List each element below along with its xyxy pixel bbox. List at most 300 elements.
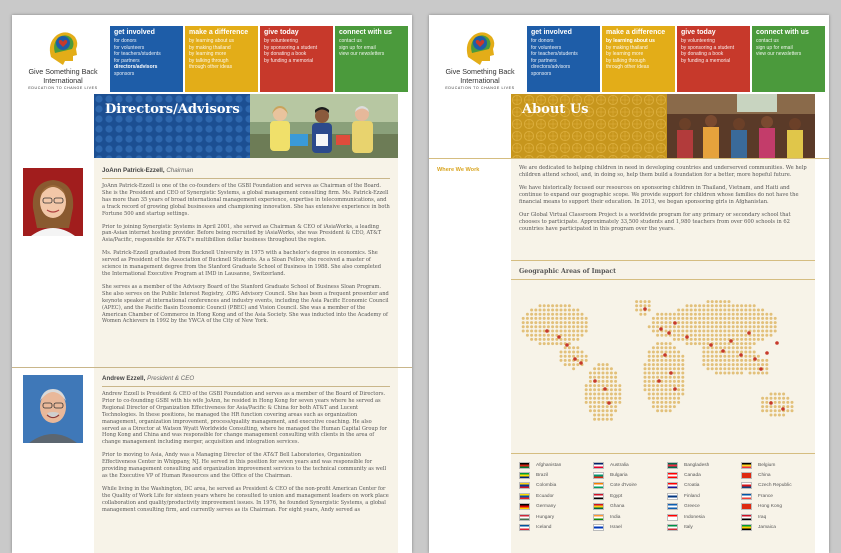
map-dot bbox=[660, 313, 663, 316]
nav-item[interactable]: view our newsletters bbox=[339, 51, 385, 58]
map-dot bbox=[765, 359, 768, 362]
map-dot bbox=[719, 367, 722, 370]
map-dot bbox=[665, 321, 668, 324]
map-dot bbox=[761, 325, 764, 328]
map-dot bbox=[543, 321, 546, 324]
map-dot bbox=[602, 409, 605, 412]
map-dot bbox=[711, 330, 714, 333]
person-name bbox=[102, 370, 390, 387]
logo-head-icon bbox=[43, 27, 83, 67]
map-dot bbox=[774, 325, 777, 328]
map-dot bbox=[585, 384, 588, 387]
map-dot bbox=[736, 367, 739, 370]
nav-item[interactable]: sponsors bbox=[114, 70, 135, 77]
map-dot bbox=[715, 338, 718, 341]
directors-advisors-page bbox=[12, 15, 412, 553]
country-item bbox=[519, 491, 591, 501]
nav-item[interactable]: sign up for email bbox=[339, 44, 376, 51]
flag-icon bbox=[593, 493, 604, 500]
nav-get-involved[interactable] bbox=[527, 26, 600, 92]
map-dot bbox=[782, 401, 785, 404]
map-dot bbox=[698, 342, 701, 345]
nav-title[interactable]: make a difference bbox=[606, 29, 666, 36]
map-dot bbox=[656, 376, 659, 379]
map-dot bbox=[732, 321, 735, 324]
map-dot bbox=[576, 321, 579, 324]
nav-item[interactable]: for partners bbox=[114, 57, 140, 64]
country-name: Hong Kong bbox=[758, 504, 783, 510]
map-dot bbox=[681, 355, 684, 358]
map-dot bbox=[560, 304, 563, 307]
map-dot bbox=[593, 388, 596, 391]
map-dot bbox=[606, 393, 609, 396]
map-dot bbox=[606, 380, 609, 383]
map-dot bbox=[765, 372, 768, 375]
map-dot bbox=[719, 330, 722, 333]
map-dot bbox=[530, 338, 533, 341]
nav-item[interactable]: by sponsoring a student bbox=[681, 44, 735, 51]
map-dot bbox=[728, 304, 731, 307]
nav-item[interactable]: by learning more bbox=[606, 51, 644, 58]
map-dot bbox=[736, 342, 739, 345]
country-item bbox=[741, 502, 813, 512]
map-dot bbox=[707, 342, 710, 345]
flag-icon bbox=[519, 482, 530, 489]
map-dot bbox=[656, 397, 659, 400]
about-us-banner bbox=[511, 94, 815, 158]
map-dot bbox=[761, 334, 764, 337]
map-dot bbox=[749, 372, 752, 375]
map-dot bbox=[555, 317, 558, 320]
map-dot bbox=[707, 346, 710, 349]
map-dot bbox=[681, 367, 684, 370]
map-dot bbox=[677, 363, 680, 366]
map-dot bbox=[757, 363, 760, 366]
nav-item[interactable]: by donating a book bbox=[681, 51, 724, 58]
map-dot bbox=[711, 304, 714, 307]
map-dot bbox=[530, 317, 533, 320]
map-dot bbox=[543, 325, 546, 328]
nav-item[interactable]: by volunteering bbox=[264, 38, 298, 44]
nav-item[interactable]: for partners bbox=[531, 57, 557, 64]
map-dot bbox=[728, 309, 731, 312]
map-dot bbox=[572, 367, 575, 370]
map-dot bbox=[740, 313, 743, 316]
map-dot bbox=[715, 342, 718, 345]
map-dot bbox=[602, 414, 605, 417]
map-dot bbox=[660, 409, 663, 412]
map-dot bbox=[715, 351, 718, 354]
map-dot bbox=[660, 317, 663, 320]
map-dot bbox=[644, 300, 647, 303]
impact-marker bbox=[643, 307, 647, 311]
map-dot bbox=[585, 325, 588, 328]
map-dot bbox=[652, 380, 655, 383]
nav-make-a-difference[interactable] bbox=[185, 26, 258, 92]
country-item bbox=[667, 522, 739, 532]
map-dot bbox=[744, 367, 747, 370]
map-dot bbox=[749, 313, 752, 316]
map-dot bbox=[677, 372, 680, 375]
map-dot bbox=[534, 334, 537, 337]
map-dot bbox=[673, 355, 676, 358]
flag-icon bbox=[667, 503, 678, 510]
nav-item[interactable]: for teachers/students bbox=[114, 51, 161, 58]
country-name: Croatia bbox=[684, 483, 700, 489]
country-name: China bbox=[758, 473, 771, 479]
map-dot bbox=[585, 321, 588, 324]
map-dot bbox=[728, 367, 731, 370]
map-dot bbox=[564, 355, 567, 358]
map-dot bbox=[665, 363, 668, 366]
map-dot bbox=[551, 304, 554, 307]
nav-item[interactable]: for donors bbox=[531, 38, 554, 44]
map-dot bbox=[715, 330, 718, 333]
map-dot bbox=[568, 346, 571, 349]
map-dot bbox=[715, 300, 718, 303]
map-dot bbox=[644, 380, 647, 383]
map-dot bbox=[602, 418, 605, 421]
map-dot bbox=[749, 321, 752, 324]
map-dot bbox=[728, 359, 731, 362]
map-dot bbox=[698, 338, 701, 341]
map-dot bbox=[660, 367, 663, 370]
map-dot bbox=[765, 325, 768, 328]
map-dot bbox=[677, 401, 680, 404]
map-dot bbox=[522, 321, 525, 324]
map-dot bbox=[770, 317, 773, 320]
map-dot bbox=[711, 317, 714, 320]
map-dot bbox=[648, 359, 651, 362]
flag-icon bbox=[741, 514, 752, 521]
map-dot bbox=[673, 372, 676, 375]
country-item bbox=[593, 502, 665, 512]
map-dot bbox=[753, 367, 756, 370]
nav-give-today[interactable] bbox=[677, 26, 750, 92]
map-dot bbox=[669, 317, 672, 320]
map-dot bbox=[732, 346, 735, 349]
map-dot bbox=[694, 304, 697, 307]
map-dot bbox=[526, 321, 529, 324]
map-dot bbox=[572, 317, 575, 320]
students-photo bbox=[667, 94, 815, 158]
country-name: Belgium bbox=[758, 462, 776, 468]
map-dot bbox=[707, 317, 710, 320]
map-dot bbox=[547, 321, 550, 324]
map-dot bbox=[677, 338, 680, 341]
map-dot bbox=[673, 334, 676, 337]
map-dot bbox=[774, 405, 777, 408]
map-dot bbox=[644, 367, 647, 370]
map-dot bbox=[660, 363, 663, 366]
nav-title[interactable]: give today bbox=[681, 29, 716, 36]
map-dot bbox=[572, 330, 575, 333]
map-dot bbox=[736, 351, 739, 354]
map-dot bbox=[606, 376, 609, 379]
map-dot bbox=[765, 405, 768, 408]
nav-item-active[interactable]: directors/advisors bbox=[114, 64, 158, 71]
map-dot bbox=[610, 384, 613, 387]
directors-group-photo bbox=[250, 94, 398, 158]
map-dot bbox=[711, 325, 714, 328]
country-name: Bulgaria bbox=[610, 473, 628, 479]
map-dot bbox=[555, 321, 558, 324]
map-dot bbox=[740, 325, 743, 328]
map-dot bbox=[681, 384, 684, 387]
nav-title[interactable]: connect with us bbox=[756, 29, 809, 36]
nav-item[interactable]: sponsors bbox=[531, 70, 552, 77]
map-dot bbox=[702, 342, 705, 345]
map-dot bbox=[665, 342, 668, 345]
map-dot bbox=[530, 330, 533, 333]
map-dot bbox=[711, 355, 714, 358]
country-item bbox=[519, 481, 591, 491]
map-dot bbox=[736, 317, 739, 320]
flag-icon bbox=[519, 514, 530, 521]
map-dot bbox=[690, 304, 693, 307]
map-dot bbox=[606, 372, 609, 375]
map-dot bbox=[656, 334, 659, 337]
map-dot bbox=[728, 363, 731, 366]
map-dot bbox=[665, 372, 668, 375]
bio-paragraph: Ms. Patrick-Ezzell graduated from Bucknell University in 1975 with a bachelor's degree in economics. She served as President of the Association of Bucknell Students. As a Sloan Fellow, she received a master of science in management degree from the Stanford Graduate School of Business in 1988. She also completed the International Executive Program at IMD in Lausanne, Switzerland. bbox=[102, 250, 382, 277]
map-dot bbox=[719, 363, 722, 366]
map-dot bbox=[639, 304, 642, 307]
map-dot bbox=[765, 330, 768, 333]
map-dot bbox=[728, 330, 731, 333]
nav-item[interactable]: contact us bbox=[339, 38, 362, 44]
map-dot bbox=[572, 313, 575, 316]
map-dot bbox=[761, 405, 764, 408]
map-dot bbox=[572, 351, 575, 354]
map-dot bbox=[753, 321, 756, 324]
bio-paragraph: Prior to joining Synergistic Systems in April 2001, she served as Chairman & CEO of iAsiaWorks, a leading pan-Asian internet hosting provider. Before being recruited by iAsiaWorks, she was President & CEO, AT&T Asia/Pacific, responsible for AT&T's multibillion dollar business throughout the region. bbox=[102, 223, 382, 244]
map-dot bbox=[568, 359, 571, 362]
gsbi-logo[interactable] bbox=[20, 27, 106, 97]
map-dot bbox=[723, 330, 726, 333]
map-dot bbox=[770, 409, 773, 412]
flag-icon bbox=[667, 462, 678, 469]
impact-marker bbox=[739, 353, 743, 357]
person-name bbox=[102, 162, 390, 179]
map-dot bbox=[576, 363, 579, 366]
map-dot bbox=[576, 309, 579, 312]
map-dot bbox=[568, 334, 571, 337]
nav-item[interactable]: by funding a memorial bbox=[264, 57, 314, 64]
flag-icon bbox=[667, 482, 678, 489]
map-dot bbox=[656, 346, 659, 349]
nav-item[interactable]: view our newsletters bbox=[756, 51, 802, 58]
nav-title[interactable]: get involved bbox=[531, 29, 572, 36]
map-dot bbox=[572, 325, 575, 328]
country-column bbox=[667, 460, 739, 533]
map-dot bbox=[669, 409, 672, 412]
map-dot bbox=[761, 401, 764, 404]
map-dot bbox=[786, 405, 789, 408]
flag-icon bbox=[667, 493, 678, 500]
map-dot bbox=[715, 372, 718, 375]
map-dot bbox=[534, 309, 537, 312]
nav-connect-with-us[interactable] bbox=[335, 26, 408, 92]
person-role: Chairman bbox=[166, 167, 194, 174]
country-name: Iceland bbox=[536, 525, 552, 531]
map-dot bbox=[648, 351, 651, 354]
map-dot bbox=[673, 346, 676, 349]
map-dot bbox=[593, 405, 596, 408]
map-dot bbox=[593, 414, 596, 417]
country-item bbox=[741, 512, 813, 522]
map-dot bbox=[656, 388, 659, 391]
map-dot bbox=[610, 405, 613, 408]
nav-connect-with-us[interactable] bbox=[752, 26, 825, 92]
map-dot bbox=[732, 317, 735, 320]
map-dot bbox=[539, 304, 542, 307]
nav-title[interactable]: connect with us bbox=[339, 29, 392, 36]
nav-title[interactable]: make a difference bbox=[189, 29, 249, 36]
nav-item[interactable]: for teachers/students bbox=[531, 51, 578, 58]
map-dot bbox=[618, 401, 621, 404]
map-dot bbox=[614, 393, 617, 396]
map-dot bbox=[719, 334, 722, 337]
map-dot bbox=[681, 330, 684, 333]
country-item bbox=[593, 481, 665, 491]
map-dot bbox=[606, 418, 609, 421]
nav-item[interactable]: sign up for email bbox=[756, 44, 793, 51]
map-dot bbox=[765, 409, 768, 412]
map-dot bbox=[740, 321, 743, 324]
flag-icon bbox=[667, 514, 678, 521]
nav-item[interactable]: by volunteering bbox=[681, 38, 715, 44]
map-dot bbox=[782, 397, 785, 400]
map-dot bbox=[581, 313, 584, 316]
map-dot bbox=[606, 409, 609, 412]
map-dot bbox=[555, 330, 558, 333]
nav-item[interactable]: by funding a memorial bbox=[681, 57, 731, 64]
map-dot bbox=[572, 321, 575, 324]
country-name: France bbox=[758, 493, 773, 499]
map-dot bbox=[690, 309, 693, 312]
impact-marker bbox=[573, 357, 577, 361]
map-dot bbox=[765, 317, 768, 320]
impact-marker bbox=[557, 335, 561, 339]
nav-item[interactable]: by learning about us bbox=[189, 38, 235, 44]
nav-item[interactable]: by sponsoring a student bbox=[264, 44, 318, 51]
map-dot bbox=[530, 321, 533, 324]
map-dot bbox=[770, 325, 773, 328]
map-dot bbox=[669, 367, 672, 370]
map-dot bbox=[778, 409, 781, 412]
nav-item[interactable]: through other ideas bbox=[189, 64, 233, 71]
map-dot bbox=[719, 355, 722, 358]
country-name: Finland bbox=[684, 493, 700, 499]
map-dot bbox=[728, 313, 731, 316]
map-dot bbox=[728, 321, 731, 324]
impact-marker bbox=[657, 379, 661, 383]
nav-item[interactable]: by making thailand bbox=[189, 44, 231, 51]
map-dot bbox=[736, 321, 739, 324]
map-dot bbox=[723, 317, 726, 320]
map-dot bbox=[597, 380, 600, 383]
nav-item[interactable]: by talking through bbox=[606, 57, 646, 64]
nav-item[interactable]: for volunteers bbox=[531, 44, 562, 51]
country-item bbox=[519, 512, 591, 522]
nav-make-a-difference[interactable] bbox=[602, 26, 675, 92]
map-dot bbox=[564, 313, 567, 316]
map-dot bbox=[686, 342, 689, 345]
gsbi-logo[interactable] bbox=[437, 27, 523, 97]
map-dot bbox=[681, 317, 684, 320]
map-dot bbox=[564, 338, 567, 341]
bio-paragraph: Prior to moving to Asia, Andy was a Managing Director of the AT&T Bell Laboratories, Organization Effectiveness Center in Whippany, NJ. He served in this position for seven years and was responsible for providing management consulting and organization improvement services to the technical community as well as the Executive VP of Human Resources and the Office of the Chairman. bbox=[102, 452, 387, 479]
nav-title[interactable]: give today bbox=[264, 29, 299, 36]
nav-item[interactable]: for donors bbox=[114, 38, 137, 44]
map-dot bbox=[744, 317, 747, 320]
map-dot bbox=[702, 338, 705, 341]
nav-item[interactable]: directors/advisors bbox=[531, 64, 571, 71]
map-dot bbox=[673, 401, 676, 404]
map-dot bbox=[660, 388, 663, 391]
map-dot bbox=[526, 317, 529, 320]
map-dot bbox=[555, 342, 558, 345]
nav-give-today[interactable] bbox=[260, 26, 333, 92]
nav-item[interactable]: for volunteers bbox=[114, 44, 145, 51]
map-dot bbox=[677, 351, 680, 354]
impact-marker bbox=[765, 351, 769, 355]
nav-item[interactable]: by learning more bbox=[189, 51, 227, 58]
map-dot bbox=[761, 338, 764, 341]
map-dot bbox=[740, 309, 743, 312]
map-dot bbox=[690, 342, 693, 345]
nav-item-active[interactable]: by learning about us bbox=[606, 38, 655, 44]
map-dot bbox=[723, 338, 726, 341]
map-dot bbox=[606, 384, 609, 387]
map-dot bbox=[673, 325, 676, 328]
map-dot bbox=[648, 380, 651, 383]
logo-head-icon bbox=[460, 27, 500, 67]
map-dot bbox=[652, 351, 655, 354]
map-dot bbox=[576, 313, 579, 316]
nav-item[interactable]: by making thailand bbox=[606, 44, 648, 51]
nav-get-involved[interactable] bbox=[110, 26, 183, 92]
flag-icon bbox=[593, 482, 604, 489]
map-dot bbox=[665, 330, 668, 333]
map-dot bbox=[555, 309, 558, 312]
person-name-text: Andrew Ezzell, bbox=[102, 375, 146, 382]
map-dot bbox=[589, 384, 592, 387]
map-dot bbox=[711, 363, 714, 366]
map-dot bbox=[677, 330, 680, 333]
map-dot bbox=[749, 325, 752, 328]
map-dot bbox=[669, 313, 672, 316]
map-dot bbox=[753, 363, 756, 366]
nav-item[interactable]: by talking through bbox=[189, 57, 229, 64]
map-dot bbox=[560, 359, 563, 362]
nav-item[interactable]: through other ideas bbox=[606, 64, 650, 71]
nav-item[interactable]: by donating a book bbox=[264, 51, 307, 58]
country-item bbox=[667, 512, 739, 522]
map-dot bbox=[744, 355, 747, 358]
country-item bbox=[741, 522, 813, 532]
map-dot bbox=[744, 325, 747, 328]
map-dot bbox=[723, 309, 726, 312]
map-dot bbox=[602, 372, 605, 375]
map-dot bbox=[539, 317, 542, 320]
map-dot bbox=[770, 330, 773, 333]
nav-title[interactable]: get involved bbox=[114, 29, 155, 36]
nav-item[interactable]: contact us bbox=[756, 38, 779, 44]
country-item bbox=[593, 460, 665, 470]
map-dot bbox=[740, 317, 743, 320]
